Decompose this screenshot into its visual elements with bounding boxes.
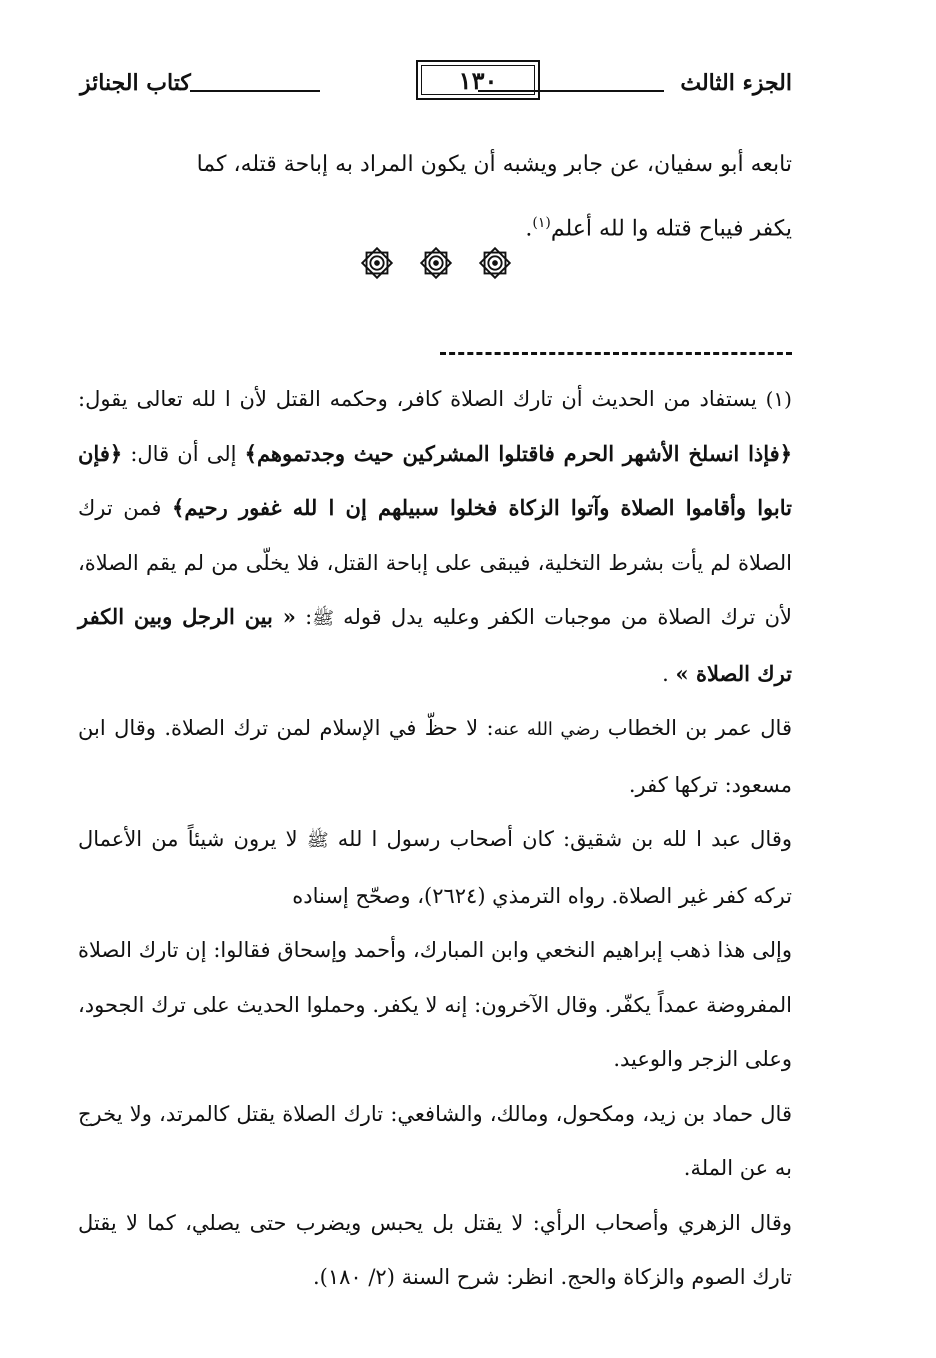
hadith-quote: « بين الرجل وبين الكفر ترك الصلاة » [78, 604, 792, 686]
book-title: كتاب الجنائز [80, 70, 191, 96]
main-line-2-end: . [525, 216, 533, 242]
footnote-paragraph-6: وقال الزهري وأصحاب الرأي: لا يقتل بل يحبس ويضرب حتى يصلي، كما لا يقتل تارك الصوم والزكاة والحج. انظر: شرح السنة (٢/ ١٨٠). [78, 1210, 792, 1289]
quran-verse: ﴿فإذا انسلخ الأشهر الحرم فاقتلوا المشركين حيث وجدتموهم﴾ [244, 440, 792, 466]
footnote-text: : لا حظّ في الإسلام لمن ترك الصلاة. وقال ابن مسعود: تركها كفر. [78, 716, 792, 797]
footnote-marker: (١) [765, 387, 792, 411]
running-header [80, 60, 792, 104]
footnote-text: . [662, 661, 676, 686]
footnote-paragraph-3 [78, 812, 792, 923]
radi-symbol: رضي الله عنه [493, 719, 600, 740]
main-line-1: تابعه أبو سفيان، عن جابر ويشبه أن يكون المراد به إباحة قتله، كما [196, 152, 792, 177]
footnote-text: : [295, 605, 313, 629]
salawat-symbol: ﷺ [306, 830, 329, 851]
footnote-text: إلى أن قال: [122, 441, 245, 466]
footnote-paragraph-4: وإلى هذا ذهب إبراهيم النخعي وابن المبارك، وأحمد وإسحاق فقالوا: إن تارك الصلاة المفروضة عمداً يكفّر. وقال الآخرون: إنه لا يكفر. وحملوا الحديث على ترك الجحود، وعلى الزجر والوعيد. [78, 938, 792, 1071]
footnote-text: وقال عبد ا لله بن شقيق: كان أصحاب رسول ا لله [328, 827, 792, 851]
volume-title: الجزء الثالث [680, 70, 792, 96]
footnote-text: فمن ترك الصلاة لم يأت بشرط التخلية، فيبقى على إباحة القتل، فلا يخلّى من لم يقم الصلاة، لأن ترك الصلاة من موجبات الكفر وعليه يدل قوله [78, 496, 792, 629]
page-number: ١٣٠ [458, 65, 498, 95]
footnote [78, 372, 792, 1305]
main-text [80, 136, 792, 258]
footnote-text: يستفاد من الحديث أن تارك الصلاة كافر، وحكمه القتل لأن ا لله تعالى يقول: [78, 387, 757, 411]
header-rule-left [190, 90, 320, 92]
quran-verse: ﴿فإن تابوا وأقاموا الصلاة وآتوا الزكاة فخلوا سبيلهم إن ا لله غفور رحيم﴾ [78, 440, 792, 520]
eight-point-star-ornament-icon [358, 244, 396, 282]
page-number-box [416, 60, 540, 100]
eight-point-star-ornament-icon [476, 244, 514, 282]
footnote-text: قال عمر بن الخطاب [599, 716, 792, 740]
footnote-paragraph-2 [78, 701, 792, 812]
footnote-text: لا يرون شيئاً من الأعمال تركه كفر غير الصلاة. رواه الترمذي (٢٦٢٤)، وصحّح إسناده [78, 827, 792, 908]
salawat-symbol: ﷺ [312, 608, 334, 629]
main-line-2-text: يكفر فيباح قتله وا لله أعلم [550, 216, 792, 242]
section-ornaments [358, 244, 514, 284]
footnote-separator [440, 352, 792, 355]
eight-point-star-ornament-icon [417, 244, 455, 282]
footnote-reference: (١) [532, 215, 551, 231]
footnote-paragraph-1 [78, 372, 792, 701]
footnote-paragraph-5: قال حماد بن زيد، ومكحول، ومالك، والشافعي: تارك الصلاة يقتل كالمرتد، ولا يخرج به عن الملة. [78, 1101, 792, 1180]
